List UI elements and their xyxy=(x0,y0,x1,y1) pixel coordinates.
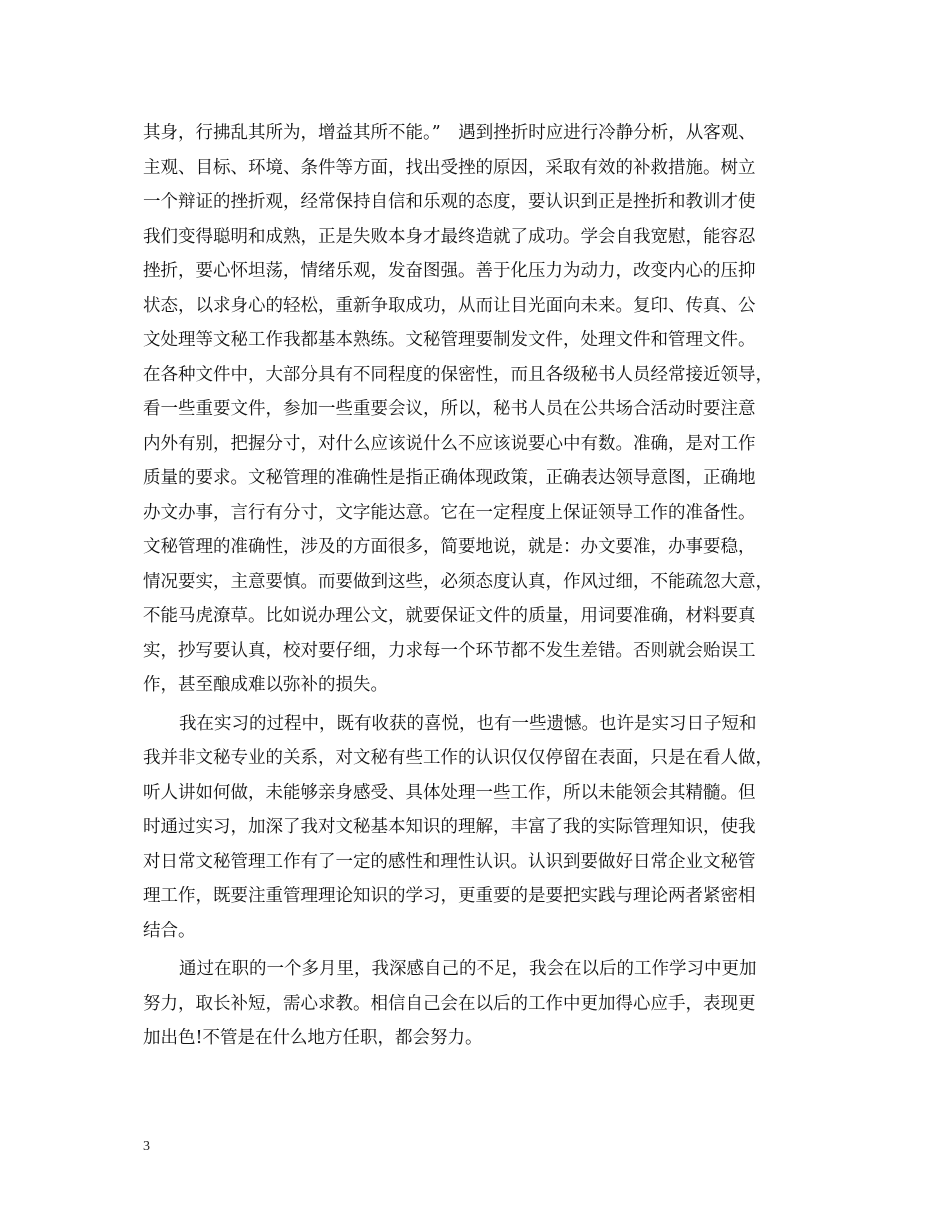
text-line: 理工作，既要注重管理理论知识的学习，更重要的是要把实践与理论两者紧密相 xyxy=(143,886,756,906)
text-line: 文处理等文秘工作我都基本熟练。文秘管理要制发文件，处理文件和管理文件。 xyxy=(143,330,756,350)
page-number: 3 xyxy=(143,1139,150,1154)
text-line: 看一些重要文件，参加一些重要会议，所以，秘书人员在公共场合活动时要注意 xyxy=(143,399,756,419)
text-line: 内外有别，把握分寸，对什么应该说什么不应该说要心中有数。准确，是对工作 xyxy=(143,433,756,454)
text-line: 时通过实习，加深了我对文秘基本知识的理解，丰富了我的实际管理知识，使我 xyxy=(143,817,756,837)
text-line: 其身，行拂乱其所为，增益其所不能。” 遇到挫折时应进行冷静分析，从客观、 xyxy=(143,123,756,143)
body-text xyxy=(143,116,807,1056)
text-line: 办文办事，言行有分寸，文字能达意。它在一定程度上保证领导工作的准备性。 xyxy=(143,502,756,523)
text-line: 加出色!不管是在什么地方任职，都会努力。 xyxy=(143,1028,483,1048)
text-line: 努力，取长补短，需心求教。相信自己会在以后的工作中更加得心应手，表现更 xyxy=(143,993,756,1014)
text-line: 情况要实，主意要慎。而要做到这些，必须态度认真，作风过细，不能疏忽大意， xyxy=(143,571,773,592)
text-line: 一个辩证的挫折观，经常保持自信和乐观的态度，要认识到正是挫折和教训才使 xyxy=(143,192,756,212)
paragraph-conclusion xyxy=(143,952,807,1056)
paragraph-internship-reflection xyxy=(143,707,807,949)
text-line: 通过在职的一个多月里，我深感自己的不足，我会在以后的工作学习中更加 xyxy=(179,959,757,979)
text-line: 我们变得聪明和成熟，正是失败本身才最终造就了成功。学会自我宽慰，能容忍 xyxy=(143,226,756,247)
text-line: 听人讲如何做，未能够亲身感受、具体处理一些工作，所以未能领会其精髓。但 xyxy=(143,782,756,803)
text-line: 作，甚至酿成难以弥补的损失。 xyxy=(143,675,388,695)
text-line: 状态，以求身心的轻松，重新争取成功，从而让目光面向未来。复印、传真、公 xyxy=(143,295,756,316)
paragraph-continuation xyxy=(143,116,807,703)
text-line: 我在实习的过程中，既有收获的喜悦，也有一些遗憾。也许是实习日子短和 xyxy=(179,713,757,734)
text-line: 文秘管理的准确性，涉及的方面很多，简要地说，就是：办文要准，办事要稳， xyxy=(143,537,756,557)
text-line: 质量的要求。文秘管理的准确性是指正确体现政策，正确表达领导意图，正确地 xyxy=(143,468,756,488)
text-line: 实，抄写要认真，校对要仔细，力求每一个环节都不发生差错。否则就会贻误工 xyxy=(143,640,756,661)
text-line: 结合。 xyxy=(143,920,196,941)
text-line: 不能马虎潦草。比如说办理公文，就要保证文件的质量，用词要准确，材料要真 xyxy=(143,606,756,626)
text-line: 主观、目标、环境、条件等方面，找出受挫的原因，采取有效的补救措施。树立 xyxy=(143,157,756,178)
text-line: 我并非文秘专业的关系，对文秘有些工作的认识仅仅停留在表面，只是在看人做， xyxy=(143,748,773,768)
text-line: 挫折，要心怀坦荡，情绪乐观，发奋图强。善于化压力为动力，改变内心的压抑 xyxy=(143,261,756,281)
text-line: 对日常文秘管理工作有了一定的感性和理性认识。认识到要做好日常企业文秘管 xyxy=(143,851,756,872)
text-line: 在各种文件中，大部分具有不同程度的保密性，而且各级秘书人员经常接近领导， xyxy=(143,364,773,385)
